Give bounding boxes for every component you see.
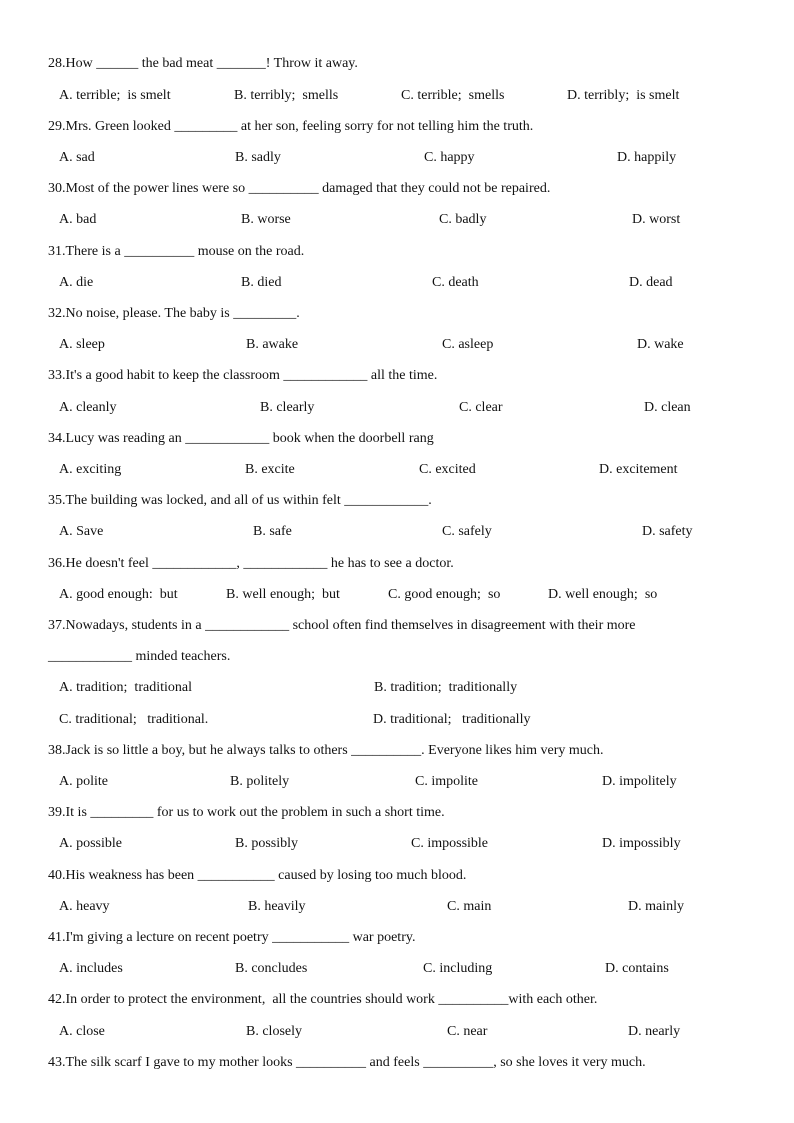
question-31-option-d: D. dead <box>629 275 673 290</box>
question-30-option-a: A. bad <box>59 212 97 227</box>
question-33-stem: 33.It's a good habit to keep the classroom ____________ all the time. <box>48 368 438 383</box>
question-28-option-a: A. terrible; is smelt <box>59 88 171 103</box>
question-33-option-a: A. cleanly <box>59 400 117 415</box>
question-31-option-c: C. death <box>432 275 479 290</box>
question-34-option-b: B. excite <box>245 462 295 477</box>
question-42-option-a: A. close <box>59 1024 105 1039</box>
question-37-option-a: A. tradition; traditional <box>59 680 192 695</box>
question-33-option-d: D. clean <box>644 400 691 415</box>
question-38-option-a: A. polite <box>59 774 108 789</box>
question-34-option-c: C. excited <box>419 462 476 477</box>
question-42-option-d: D. nearly <box>628 1024 681 1039</box>
question-32-stem: 32.No noise, please. The baby is _________. <box>48 306 300 321</box>
question-37-option-c: C. traditional; traditional. <box>59 712 209 727</box>
question-42-option-c: C. near <box>447 1024 488 1039</box>
question-39-option-d: D. impossibly <box>602 836 681 851</box>
question-39-option-a: A. possible <box>59 836 122 851</box>
question-34-stem: 34.Lucy was reading an ____________ book when the doorbell rang <box>48 431 434 446</box>
question-36-option-d: D. well enough; so <box>548 587 658 602</box>
question-28-option-b: B. terribly; smells <box>234 88 339 103</box>
question-29-stem: 29.Mrs. Green looked _________ at her son, feeling sorry for not telling him the truth. <box>48 119 534 134</box>
question-34-option-d: D. excitement <box>599 462 678 477</box>
question-37-option-b: B. tradition; traditionally <box>374 680 518 695</box>
question-30-option-d: D. worst <box>632 212 681 227</box>
question-29-option-c: C. happy <box>424 150 475 165</box>
question-38-option-d: D. impolitely <box>602 774 677 789</box>
question-39-stem: 39.It is _________ for us to work out the problem in such a short time. <box>48 805 445 820</box>
question-31-option-a: A. die <box>59 275 94 290</box>
question-40-option-a: A. heavy <box>59 899 110 914</box>
question-29-option-b: B. sadly <box>235 150 281 165</box>
question-42-stem: 42.In order to protect the environment, all the countries should work __________with each other. <box>48 992 598 1007</box>
question-37-option-d: D. traditional; traditionally <box>373 712 531 727</box>
question-40-option-b: B. heavily <box>248 899 306 914</box>
question-38-option-b: B. politely <box>230 774 290 789</box>
question-36-option-a: A. good enough: but <box>59 587 178 602</box>
question-41-stem: 41.I'm giving a lecture on recent poetry ___________ war poetry. <box>48 930 416 945</box>
question-35-stem: 35.The building was locked, and all of us within felt ____________. <box>48 493 432 508</box>
question-37-stem: 37.Nowadays, students in a ____________ school often find themselves in disagreement with their more <box>48 618 636 633</box>
question-31-option-b: B. died <box>241 275 282 290</box>
question-34-option-a: A. exciting <box>59 462 122 477</box>
question-32-option-b: B. awake <box>246 337 299 352</box>
question-38-stem: 38.Jack is so little a boy, but he always talks to others __________. Everyone likes him very much. <box>48 743 604 758</box>
question-28-option-c: C. terrible; smells <box>401 88 505 103</box>
question-42-option-b: B. closely <box>246 1024 302 1039</box>
question-32-option-c: C. asleep <box>442 337 494 352</box>
question-35-option-c: C. safely <box>442 524 492 539</box>
question-36-option-b: B. well enough; but <box>226 587 340 602</box>
question-37-stem-continued: ____________ minded teachers. <box>48 649 231 664</box>
question-40-option-d: D. mainly <box>628 899 684 914</box>
question-40-stem: 40.His weakness has been ___________ caused by losing too much blood. <box>48 868 467 883</box>
question-36-stem: 36.He doesn't feel ____________, ____________ he has to see a doctor. <box>48 556 454 571</box>
question-32-option-d: D. wake <box>637 337 684 352</box>
question-39-option-c: C. impossible <box>411 836 489 851</box>
question-28-option-d: D. terribly; is smelt <box>567 88 680 103</box>
question-35-option-b: B. safe <box>253 524 292 539</box>
question-33-option-b: B. clearly <box>260 400 315 415</box>
question-29-option-d: D. happily <box>617 150 677 165</box>
question-30-option-b: B. worse <box>241 212 291 227</box>
question-39-option-b: B. possibly <box>235 836 299 851</box>
question-36-option-c: C. good enough; so <box>388 587 501 602</box>
question-33-option-c: C. clear <box>459 400 503 415</box>
question-38-option-c: C. impolite <box>415 774 478 789</box>
question-31-stem: 31.There is a __________ mouse on the road. <box>48 244 305 259</box>
question-40-option-c: C. main <box>447 899 492 914</box>
question-43-stem: 43.The silk scarf I gave to my mother looks __________ and feels __________, so she loves it very much. <box>48 1055 646 1070</box>
question-32-option-a: A. sleep <box>59 337 105 352</box>
question-41-option-c: C. including <box>423 961 493 976</box>
question-30-option-c: C. badly <box>439 212 487 227</box>
question-35-option-d: D. safety <box>642 524 693 539</box>
question-28-stem: 28.How ______ the bad meat _______! Throw it away. <box>48 56 358 71</box>
question-29-option-a: A. sad <box>59 150 95 165</box>
question-41-option-a: A. includes <box>59 961 123 976</box>
question-30-stem: 30.Most of the power lines were so __________ damaged that they could not be repaired. <box>48 181 551 196</box>
question-41-option-d: D. contains <box>605 961 669 976</box>
question-41-option-b: B. concludes <box>235 961 308 976</box>
question-35-option-a: A. Save <box>59 524 104 539</box>
